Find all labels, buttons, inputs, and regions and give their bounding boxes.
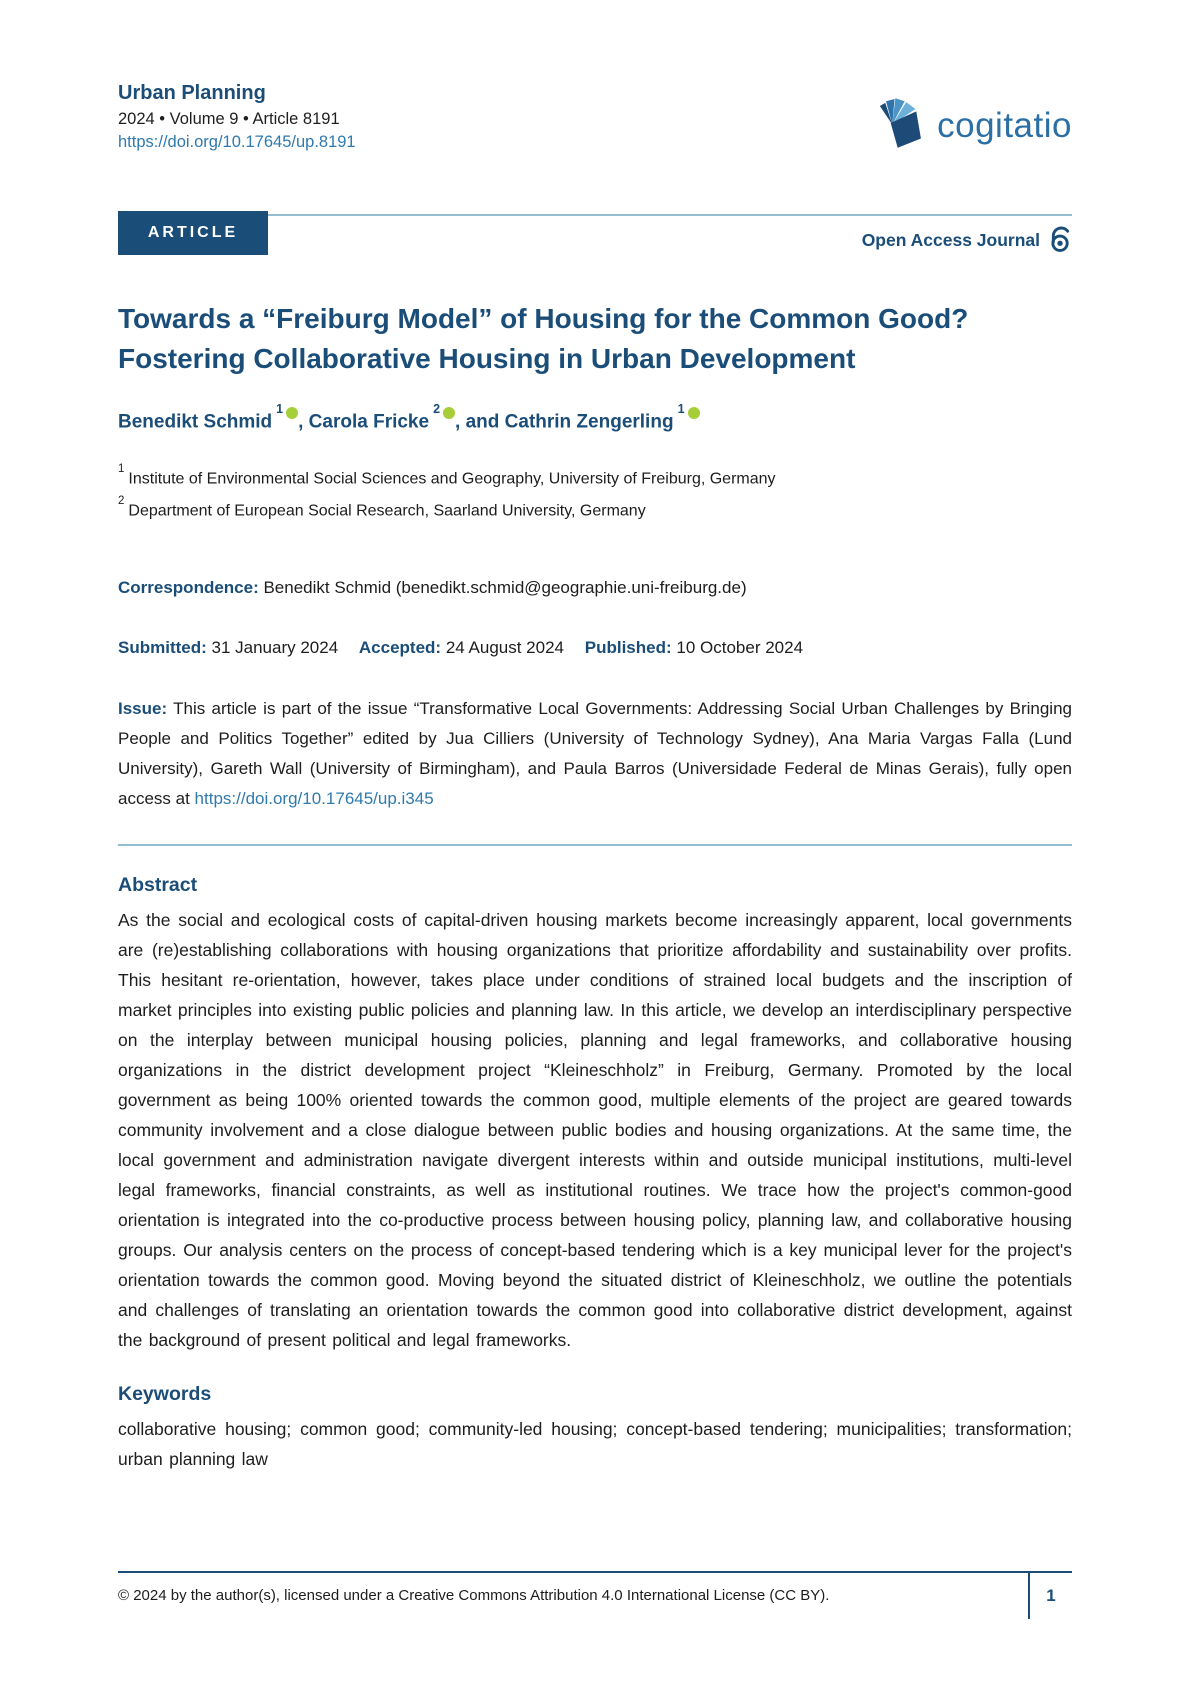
section-divider	[118, 844, 1072, 846]
correspondence-line	[118, 578, 1072, 598]
published-label: Published:	[584, 637, 672, 657]
issue-doi-link[interactable]: https://doi.org/10.17645/up.i345	[194, 788, 434, 808]
page-footer	[118, 1571, 1072, 1619]
orcid-icon[interactable]	[286, 407, 298, 419]
journal-name: Urban Planning	[118, 82, 266, 104]
abstract-text: As the social and ecological costs of capital-driven housing markets become increasingly apparent, local governments are (re)establishing collaborations with housing organizations that prioritize affordability and sustainability over profits. This hesitant re-orientation, however, takes place under conditions of strained local budgets and the inscription of market principles into existing public policies and planning law. In this article, we develop an interdisciplinary perspective on the interplay between municipal housing policies, planning and legal frameworks, and collaborative housing organizations in the district development project “Kleineschholz” in Freiburg, Germany. Promoted by the local government as being 100% oriented towards the common good, multiple elements of the project are geared towards community involvement and a close dialogue between public bodies and housing organizations. At the same time, the local government and administration navigate divergent interests within and outside municipal institutions, multi-level legal frameworks, financial constraints, as well as institutional routines. We trace how the project's common-good orientation is integrated into the co-productive process between housing policy, planning law, and collaborative housing groups. Our analysis centers on the process of concept-based tendering which is a key municipal lever for the project's orientation towards the common good. Moving beyond the situated district of Kleineschholz, we outline the potentials and challenges of translating an orientation towards the common good into collaborative district development, against the background of present political and legal frameworks.	[118, 909, 1072, 1350]
orcid-icon[interactable]	[688, 407, 700, 419]
book-pages-icon	[869, 92, 931, 159]
issue-paragraph	[118, 694, 1072, 814]
affiliation-mark: 2	[118, 494, 125, 507]
open-lock-icon	[1049, 223, 1072, 257]
issue-text: This article is part of the issue “Transformative Local Governments: Addressing Social Urban Challenges by Bringing People and Politics Together” edited by Jua Cilliers (University of Technology Sydney), Ana Maria Vargas Falla (Lund University), Gareth Wall (University of Birmingham), and Paula Barros (Universidade Federal de Minas Gerais), fully open access at	[118, 698, 1072, 808]
abstract-heading: Abstract	[118, 873, 198, 896]
published-date: 10 October 2024	[676, 637, 804, 657]
author-name: Cathrin Zengerling	[504, 411, 674, 433]
correspondence-text: Benedikt Schmid (benedikt.schmid@geographie.uni-freiburg.de)	[258, 577, 747, 597]
author-separator: , and	[455, 411, 505, 433]
affiliation-item	[118, 461, 1072, 492]
author-separator: ,	[298, 411, 309, 433]
dates-line	[118, 638, 1072, 658]
submitted-label: Submitted:	[118, 637, 207, 657]
accepted-date: 24 August 2024	[445, 637, 564, 657]
journal-issue-line: 2024 • Volume 9 • Article 8191	[118, 110, 340, 128]
keywords-heading: Keywords	[118, 1382, 212, 1405]
copyright-notice: © 2024 by the author(s), licensed under a Creative Commons Attribution 4.0 International License (CC BY).	[118, 1587, 830, 1604]
journal-info	[118, 82, 356, 152]
article-title-line2: Fostering Collaborative Housing in Urban Development	[118, 343, 856, 374]
article-title	[118, 299, 1072, 379]
open-access-label: Open Access Journal	[861, 229, 1040, 250]
keywords-text: collaborative housing; common good; community-led housing; concept-based tendering; municipalities; transformation; urban planning law	[118, 1418, 1072, 1469]
affiliation-text: Institute of Environmental Social Sciences and Geography, University of Freiburg, Germany	[128, 470, 776, 488]
affiliation-text: Department of European Social Research, Saarland University, Germany	[128, 501, 646, 519]
author-name: Benedikt Schmid	[118, 411, 273, 433]
issue-label: Issue:	[118, 698, 168, 718]
author-affil-mark: 2	[433, 402, 441, 416]
orcid-icon[interactable]	[443, 407, 455, 419]
affiliation-item	[118, 493, 1072, 524]
affiliations	[118, 461, 1072, 524]
publisher-logo	[869, 92, 1072, 159]
page-number: 1	[1028, 1573, 1072, 1619]
author-name: Carola Fricke	[308, 411, 430, 433]
affiliation-mark: 1	[118, 463, 125, 476]
authors-line	[118, 402, 1072, 433]
publisher-name: cogitatio	[937, 105, 1072, 145]
author-affil-mark: 1	[677, 402, 685, 416]
accepted-label: Accepted:	[358, 637, 442, 657]
page-header	[118, 82, 1072, 159]
badge-row	[118, 211, 1072, 255]
author-affil-mark: 1	[276, 402, 284, 416]
submitted-date: 31 January 2024	[211, 637, 339, 657]
correspondence-label: Correspondence:	[118, 577, 259, 597]
open-access-journal	[862, 223, 1072, 257]
article-doi-link[interactable]: https://doi.org/10.17645/up.8191	[118, 133, 356, 151]
article-title-line1: Towards a “Freiburg Model” of Housing for the Common Good?	[118, 303, 969, 334]
article-type-badge: ARTICLE	[118, 211, 268, 255]
